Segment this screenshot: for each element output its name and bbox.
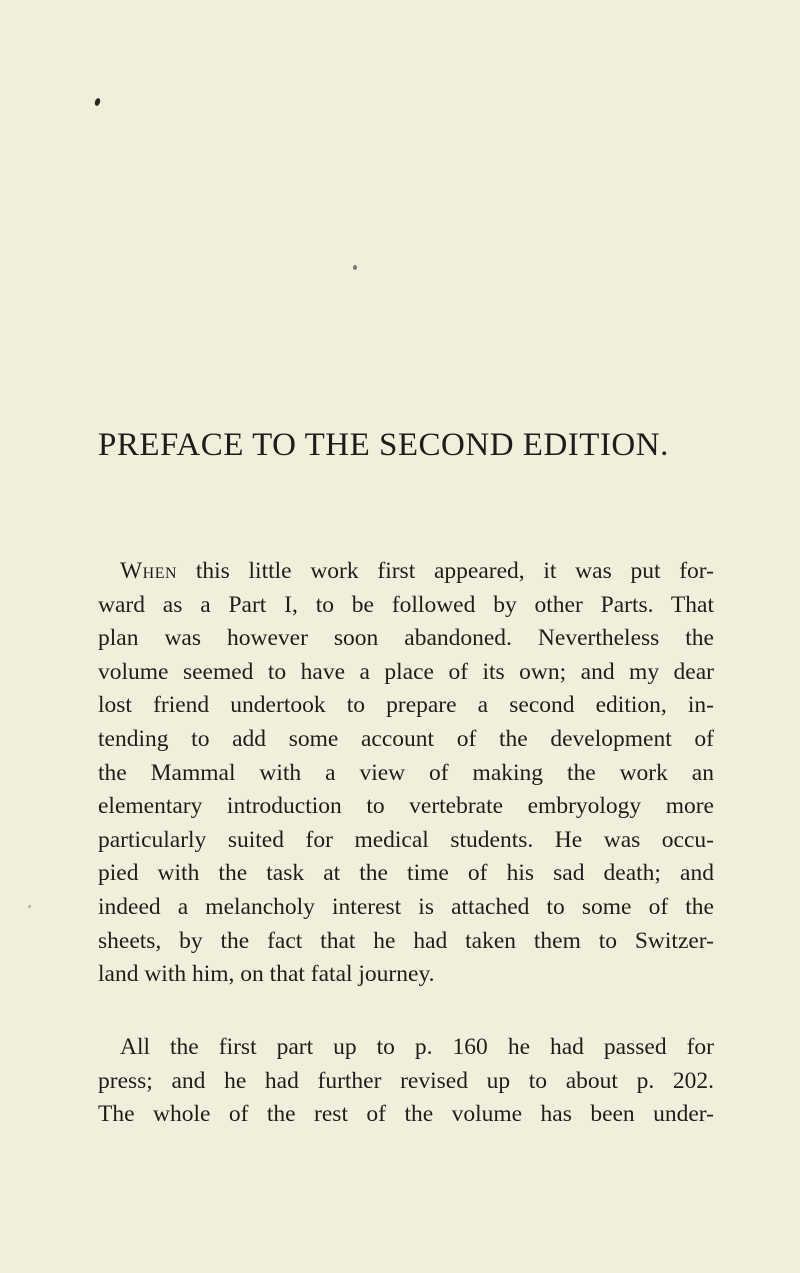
text-line: plan was however soon abandoned. Nevertheless the <box>98 625 714 652</box>
preface-title: PREFACE TO THE SECOND EDITION. <box>98 427 669 463</box>
paragraph-1 <box>98 555 714 992</box>
text-line: sheets, by the fact that he had taken them to Switzer- <box>98 927 714 954</box>
ink-speck <box>28 905 31 908</box>
text-line: The whole of the rest of the volume has been under- <box>98 1101 714 1128</box>
text-line: press; and he had further revised up to about p. 202. <box>98 1067 714 1094</box>
text-line: particularly suited for medical students. He was occu- <box>98 826 714 853</box>
text-line: ward as a Part I, to be followed by other Parts. That <box>98 591 714 618</box>
text-line: lost friend undertook to prepare a second edition, in- <box>98 692 714 719</box>
ink-speck <box>94 97 101 106</box>
text-line: pied with the task at the time of his sad death; and <box>98 860 714 887</box>
text-line: tending to add some account of the development of <box>98 725 714 752</box>
ink-speck <box>353 265 357 270</box>
text-line: the Mammal with a view of making the work an <box>98 759 714 786</box>
text-line: volume seemed to have a place of its own; and my dear <box>98 658 714 685</box>
text-line: When this little work first appeared, it was put for- <box>120 558 714 584</box>
paragraph-2 <box>98 1031 714 1132</box>
lead-word: When <box>120 558 178 584</box>
text-line: land with him, on that fatal journey. <box>98 961 435 988</box>
text-line: elementary introduction to vertebrate embryology more <box>98 793 714 820</box>
text-line: indeed a melancholy interest is attached to some of the <box>98 893 714 920</box>
text-line: All the first part up to p. 160 he had passed for <box>120 1034 714 1060</box>
